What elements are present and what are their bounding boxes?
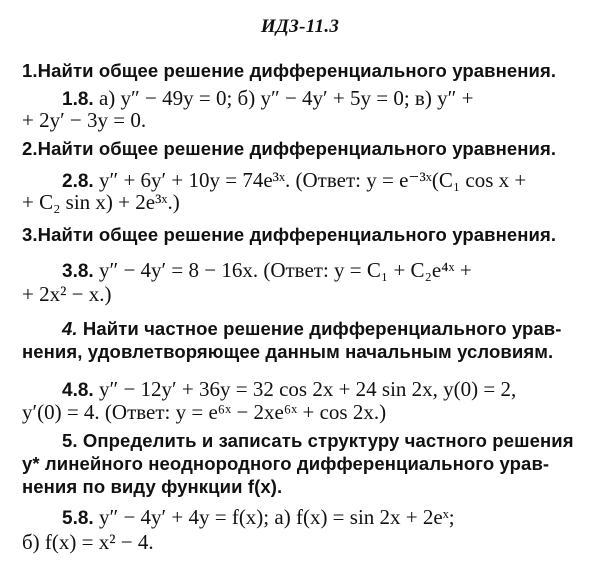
problem-1-8-line-2: + 2y′ − 3y = 0. — [22, 108, 147, 132]
problem-3-8-text-1: y″ − 4y′ = 8 − 16x. (Ответ: y = C₁ + C₂e⁴ˣ + — [98, 258, 472, 282]
section-3-heading — [22, 224, 556, 246]
problem-2-8-number: 2.8. — [62, 171, 94, 192]
problem-1-8-text-1: а) y″ − 49y = 0; б) y″ − 4y′ + 5y = 0; в) y″ + — [98, 86, 474, 110]
problem-4-8-line-2: y′(0) = 4. (Ответ: y = e⁶ˣ − 2xe⁶ˣ + cos 2x.) — [22, 400, 387, 424]
section-1-number: 1. — [22, 60, 38, 81]
problem-3-8-number: 3.8. — [62, 261, 94, 282]
section-3-number: 3. — [22, 224, 38, 245]
section-5-heading-line-2: y* линейного неоднородного дифференциального урав- — [22, 453, 550, 474]
section-5-heading-text-1: Определить и записать структуру частного решения — [82, 430, 574, 451]
section-2-heading — [22, 138, 556, 160]
section-4-heading-line-2: нения, удовлетворяющее данным начальным условиям. — [22, 341, 554, 362]
section-5-heading-line-3: нения по виду функции f(x). — [22, 476, 283, 497]
section-4-heading-line-1 — [62, 318, 562, 340]
section-5-number: 5. — [62, 430, 78, 451]
problem-3-8-line-2: + 2x² − x.) — [22, 282, 112, 306]
problem-4-8-text-1: y″ − 12y′ + 36y = 32 cos 2x + 24 sin 2x, y(0) = 2, — [98, 377, 517, 401]
problem-5-8-text-1: y″ − 4y′ + 4y = f(x); а) f(x) = sin 2x + 2eˣ; — [98, 505, 455, 529]
problem-1-8-number: 1.8. — [62, 89, 94, 110]
section-1-heading — [22, 60, 556, 82]
section-2-number: 2. — [22, 138, 38, 159]
section-1-heading-text: Найти общее решение дифференциального уравнения. — [37, 60, 557, 81]
problem-5-8-line-2: б) f(x) = x² − 4. — [22, 530, 154, 554]
problem-2-8-text-1: y″ + 6y′ + 10y = 74e³ˣ. (Ответ: y = e⁻³ˣ(C₁ cos x + — [98, 168, 527, 192]
problem-5-8-line-1 — [62, 505, 455, 530]
problem-4-8-line-1 — [62, 377, 516, 402]
problem-3-8-line-1 — [62, 258, 472, 283]
problem-5-8-number: 5.8. — [62, 508, 94, 529]
section-5-heading-line-1 — [62, 430, 574, 452]
section-2-heading-text: Найти общее решение дифференциального уравнения. — [37, 138, 557, 159]
section-4-heading-text-1: Найти частное решение дифференциального урав- — [82, 318, 562, 339]
section-4-number: 4. — [62, 318, 78, 339]
problem-2-8-line-2: + C₂ sin x) + 2e³ˣ.) — [22, 190, 180, 214]
document-title: ИДЗ-11.3 — [260, 16, 340, 37]
section-3-heading-text: Найти общее решение дифференциального уравнения. — [37, 224, 557, 245]
problem-4-8-number: 4.8. — [62, 380, 94, 401]
